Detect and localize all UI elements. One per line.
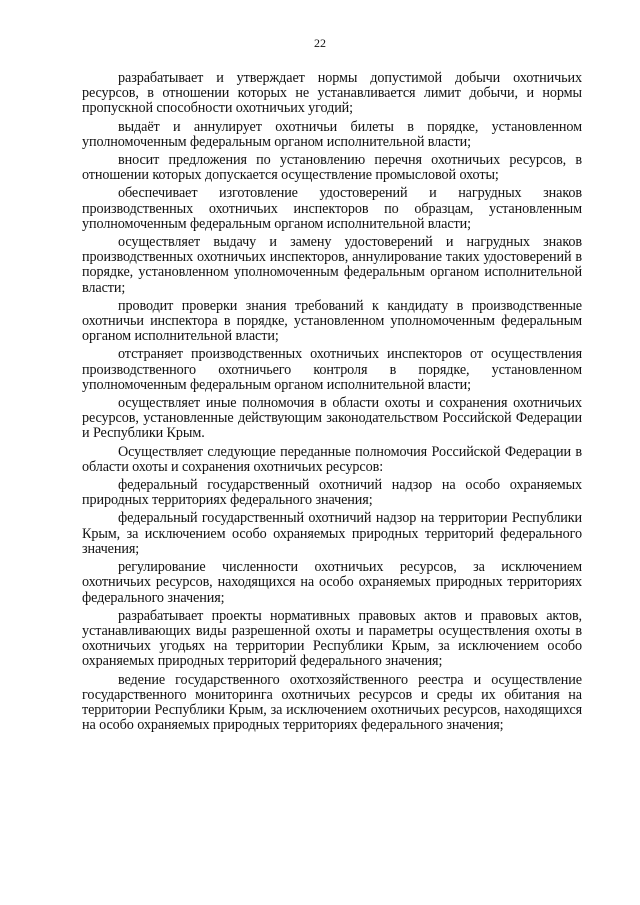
paragraph: вносит предложения по установлению перечня охотничьих ресурсов, в отношении которых допускается осуществление промысловой охоты; [82, 152, 582, 184]
paragraph: выдаёт и аннулирует охотничьи билеты в порядке, установленном уполномоченным федеральным органом исполнительной власти; [82, 118, 582, 150]
paragraph: Осуществляет следующие переданные полномочия Российской Федерации в области охоты и сохранения охотничьих ресурсов: [82, 443, 582, 475]
paragraph: осуществляет выдачу и замену удостоверений и нагрудных знаков производственных охотничьих инспекторов, аннулирование таких удостоверений в порядке, установленном уполномоченным федеральным органом исполнительной власти; [82, 234, 582, 296]
paragraph: федеральный государственный охотничий надзор на территории Республики Крым, за исключением особо охраняемых природных территорий федерального значения; [82, 510, 582, 557]
paragraph: разрабатывает и утверждает нормы допустимой добычи охотничьих ресурсов, в отношении которых не устанавливается лимит добычи, и нормы пропускной способности охотничьих угодий; [82, 70, 582, 117]
paragraph: проводит проверки знания требований к кандидату в производственные охотничьи инспектора в порядке, установленном уполномоченным федеральным органом исполнительной власти; [82, 297, 582, 345]
paragraph: обеспечивает изготовление удостоверений и нагрудных знаков производственных охотничьих инспекторов по образцам, установленным уполномоченным федеральным органом исполнительной власти; [82, 185, 582, 232]
document-body [82, 71, 582, 736]
paragraph: осуществляет иные полномочия в области охоты и сохранения охотничьих ресурсов, установленные действующим законодательством Российской Федерации и Республики Крым. [82, 395, 582, 442]
paragraph: ведение государственного охотхозяйственного реестра и осуществление государственного мониторинга охотничьих ресурсов и среды их обитания на территории Республики Крым, за исключением охотничьих ресурсов, находящихся на особо охраняемых природных территориях федерального значения; [82, 671, 582, 734]
paragraph: разрабатывает проекты нормативных правовых актов и правовых актов, устанавливающих виды разрешенной охоты и параметры осуществления охоты в охотничьих угодьях на территории Республики Крым, за исключением особо охраняемых природных территорий федерального значения; [82, 607, 582, 670]
paragraph: регулирование численности охотничьих ресурсов, за исключением охотничьих ресурсов, находящихся на особо охраняемых природных территориях федерального значения; [82, 559, 582, 606]
page-number: 22 [314, 36, 326, 50]
paragraph: отстраняет производственных охотничьих инспекторов от осуществления производственного охотничьего контроля в порядке, установленном уполномоченным федеральным органом исполнительной власти; [82, 346, 582, 393]
paragraph: федеральный государственный охотничий надзор на особо охраняемых природных территориях федерального значения; [82, 477, 582, 509]
